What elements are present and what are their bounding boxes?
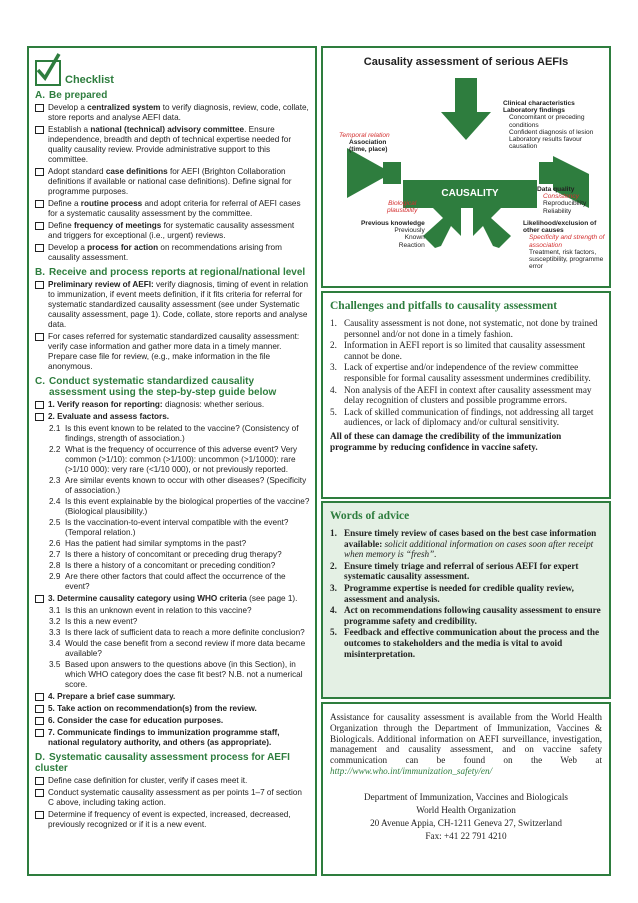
challenges-panel (321, 291, 611, 499)
item-text: Programme expertise is needed for credible quality review, assessment and analysis. (344, 582, 574, 604)
checklist-item-text (48, 692, 310, 702)
causality-box: CAUSALITY (403, 180, 537, 208)
label-likelihood: Likelihood/exclusion of other causes Specificity and strength of association Treatment, risk factors, susceptibility, programme error (523, 220, 605, 271)
checklist-item-text: Define case definition for cluster, verify if cases meet it. (48, 776, 248, 785)
checklist-item (35, 280, 310, 330)
checklist-title: Checklist (65, 74, 114, 86)
checklist-item (35, 103, 310, 123)
step-number: 1. (48, 400, 58, 409)
checklist-item-text (48, 716, 310, 726)
checklist-item-text: 1. Verify reason for reporting: diagnosis: whether serious. (48, 400, 265, 409)
arrow-left (347, 148, 401, 198)
challenges-list (330, 318, 602, 428)
checkbox[interactable] (35, 789, 44, 797)
checklist-item (35, 221, 310, 241)
sub-item (49, 550, 310, 560)
item-text: Causality assessment is not done, not systematic, not done by trained personnel and/or not done in a timely fashion. (344, 318, 598, 339)
italic-note: solicit additional information on cases soon after receipt when memory is “fresh”. (344, 538, 594, 560)
sub-item-number: 3.3 (49, 628, 61, 637)
label-clinical: Clinical characteristics Laboratory findings Concomitant or preceding conditions Confident diagnosis of lesion Laboratory results favour causation (503, 100, 594, 151)
sub-item-number: 2.7 (49, 550, 61, 559)
item-number: 4. (330, 384, 337, 395)
advice-item (330, 627, 602, 659)
sub-item (49, 518, 310, 538)
item-number: 3. (330, 362, 337, 373)
sub-item-text: Is there a history of concomitant or preceding drug therapy? (65, 550, 282, 559)
checklist-item-text: Develop a centralized system to verify diagnosis, review, code, collate, store reports and analyse AEFI data. (48, 103, 309, 122)
step-number: 4. (48, 692, 58, 701)
item-text: Non analysis of the AEFI in context after causality assessment may delay recognition of clusters and possible programme errors. (344, 384, 592, 406)
address-line: Department of Immunization, Vaccines and Biologicals (364, 791, 568, 802)
label-bio-plausibility: Biological plausibility (387, 200, 418, 215)
checklist-item-text: Develop a process for action on recommendations arising from causality assessment. (48, 243, 282, 262)
challenge-item (330, 385, 602, 406)
checkbox[interactable] (35, 104, 44, 112)
bold-term: case definitions (105, 167, 168, 176)
checklist-item (35, 788, 310, 808)
sub-item-number: 3.2 (49, 617, 61, 626)
arrow-top (441, 78, 491, 140)
sub-item (49, 445, 310, 475)
sub-item (49, 476, 310, 496)
address-line: World Health Organization (416, 804, 516, 815)
sub-item-text: Has the patient had similar symptoms in the past? (65, 539, 247, 548)
sub-item-number: 3.4 (49, 639, 61, 648)
sub-item-number: 2.6 (49, 539, 61, 548)
checkbox[interactable] (35, 126, 44, 134)
sub-item (49, 628, 310, 638)
label-association: Temporal relation Association (time, place) (339, 132, 390, 154)
bold-term: Verify reason for reporting: (57, 400, 163, 409)
checkbox[interactable] (35, 222, 44, 230)
bold-term: Take action on recommendation(s) from the review. (57, 704, 257, 713)
checklist-item-text: For cases referred for systematic standardized causality assessment: verify case information and gather more data in a timely manner. Prepare case file for review, (e.g., make information in the file anonymous. (48, 332, 300, 371)
sub-item-text: Are similar events known to occur with other diseases? (Specificity of association.) (65, 476, 307, 495)
sub-item-text: Is this event explainable by the biological properties of the vaccine? (Biological plausibility.) (65, 497, 310, 516)
section-b-heading: B. Receive and process reports at regional/national level (35, 267, 306, 278)
checklist-item (35, 594, 310, 604)
challenge-item (330, 362, 602, 383)
checklist-item (35, 243, 310, 263)
sub-item-text: What is the frequency of occurrence of this adverse event? Very common (>1/10): common (>1/100): uncommon (>1/1000): rare (>1/10 000): very rare (<1/10 000), or not previously reported. (65, 445, 298, 474)
address-block (330, 791, 602, 843)
sub-item (49, 424, 310, 444)
checkbox[interactable] (35, 401, 44, 409)
section-c-heading: C. Conduct systematic standardized causality assessment using the step-by-step guide below (35, 376, 277, 398)
bold-term: Communicate findings to immunization programme staff, national regulatory authority, and others (as appropriate). (48, 728, 280, 747)
advice-list (330, 528, 602, 659)
checklist-item (35, 692, 310, 702)
bold-term: frequency of meetings (73, 221, 162, 230)
item-text: Lack of skilled communication of findings, not addressing all target audiences, or lack of diplomacy and/or cultural sensitivity. (344, 406, 594, 428)
challenges-title: Challenges and pitfalls to causality assessment (330, 300, 558, 312)
address-line: 20 Avenue Appia, CH-1211 Geneva 27, Switzerland (370, 817, 562, 828)
checklist-item-text (48, 728, 310, 748)
sub-item (49, 497, 310, 517)
label-previous-knowledge: Previous knowledge Previously Known Reaction (361, 220, 425, 249)
bold-term: Prepare a brief case summary. (57, 692, 176, 701)
checklist-item (35, 167, 310, 197)
item-number: 5. (330, 627, 337, 638)
step-number: 5. (48, 704, 58, 713)
advice-panel (321, 501, 611, 699)
sub-item-text: Is this an unknown event in relation to this vaccine? (65, 606, 252, 615)
section-a-heading: A. Be prepared (35, 90, 108, 101)
checklist-item (35, 332, 310, 372)
who-link[interactable]: http://www.who.int/immunization_safety/en/ (330, 765, 493, 776)
checklist-item-text: Establish a national (technical) advisory committee. Ensure independence, breadth and depth of technical expertise needed for quality causality review. Provide administrative support to this committee. (48, 125, 292, 164)
item-number: 5. (330, 406, 337, 417)
bold-term: routine process (80, 199, 143, 208)
advice-item (330, 561, 602, 582)
checklist-item-text (48, 704, 310, 714)
sub-item-number: 2.2 (49, 445, 61, 454)
sub-item-text: Is this a new event? (65, 617, 138, 626)
checkbox[interactable] (35, 811, 44, 819)
assistance-text: Assistance for causality assessment is available from the World Health Organization through the Department of Immunization, Vaccines & Biologicals. Additional information on AEFI surveillance, investigation, management and causality assessment, and on vaccine safety communication can be found on the Web at http://www.who.int/immunization_safety/en/ (330, 712, 602, 776)
checklist-item (35, 125, 310, 165)
address-line: Fax: +41 22 791 4210 (425, 830, 507, 841)
diagram-title: Causality assessment of serious AEFIs (363, 56, 569, 68)
item-text: Ensure timely triage and referral of serious AEFI for expert systematic causality assessment. (344, 560, 579, 582)
challenge-item (330, 407, 602, 428)
bold-term: national (technical) advisory committee (90, 125, 245, 134)
sub-item (49, 639, 310, 659)
checkbox[interactable] (35, 729, 44, 737)
bold-term: Evaluate and assess factors. (57, 412, 170, 421)
checklist-item-text: Determine if frequency of event is expected, increased, decreased, previously recognized or if it is a new event. (48, 810, 291, 829)
checklist-item-text: Conduct systematic causality assessment as per points 1–7 of section C above, including taking action. (48, 788, 302, 807)
sub-item-text: Would the case benefit from a second review if more data became available? (65, 639, 306, 658)
sub-item (49, 539, 310, 549)
item-text: Feedback and effective communication about the process and the outcomes to stakeholders and the media is vital to avoid misinterpretation. (344, 627, 600, 659)
challenges-footer: All of these can damage the credibility of the immunization programme by reducing confidence in vaccine safety. (330, 430, 562, 452)
sub-item-number: 3.1 (49, 606, 61, 615)
checklist-item (35, 776, 310, 786)
item-number: 2. (330, 340, 337, 351)
advice-item (330, 583, 602, 604)
arrow-bottom-left (423, 208, 461, 248)
sub-item-text: Is there lack of sufficient data to reach a more definite conclusion? (65, 628, 305, 637)
challenge-item (330, 318, 602, 339)
sub-item-text: Is the vaccination-to-event interval compatible with the event? (Temporal relation.) (65, 518, 289, 537)
advice-title: Words of advice (330, 510, 410, 522)
section-d-heading: D. Systematic causality assessment process for AEFI cluster (35, 752, 290, 774)
checklist-header (35, 54, 310, 86)
checklist-item-text: Adopt standard case definitions for AEFI (Brighton Collaboration definitions if available or national case definitions). Define signal for programme purposes. (48, 167, 292, 196)
sub-item-text: Is there a history of a concomitant or preceding condition? (65, 561, 276, 570)
sub-item (49, 572, 310, 592)
item-text: Act on recommendations following causality assessment to ensure programme safety and credibility. (344, 605, 601, 626)
checklist-item (35, 810, 310, 830)
step-number: 7. (48, 728, 58, 737)
checkbox[interactable] (35, 705, 44, 713)
checkbox[interactable] (35, 200, 44, 208)
checkbox[interactable] (35, 281, 44, 289)
checklist-item (35, 704, 310, 714)
checkbox[interactable] (35, 244, 44, 252)
sub-item-text: Are there other factors that could affect the occurrence of the event? (65, 572, 286, 591)
step-number: 3. (48, 594, 58, 603)
sub-item-number: 2.1 (49, 424, 61, 433)
sub-item-text: Based upon answers to the questions above (in this Section), in which WHO category does the case fit best? N.B. not a numerical score. (65, 660, 303, 689)
advice-item (330, 528, 602, 560)
checkbox[interactable] (35, 717, 44, 725)
item-text: Information in AEFI report is so limited that causality assessment cannot be done. (344, 340, 586, 361)
sub-item-number: 2.5 (49, 518, 61, 527)
checklist-item-text: 3. Determine causality category using WHO criteria (see page 1). (48, 594, 298, 603)
sub-item-number: 2.8 (49, 561, 61, 570)
sub-item (49, 561, 310, 571)
item-text: Ensure timely review of cases based on the best case information available: solicit additional information on cases soon after receipt when memory is “fresh”. (344, 528, 597, 560)
step-number: 6. (48, 716, 58, 725)
label-data-quality: Data quality Consistency Reproducibility Reliability (537, 186, 587, 215)
step-number: 2. (48, 412, 58, 421)
sub-item (49, 617, 310, 627)
sub-item-number: 2.9 (49, 572, 61, 581)
checklist-item (35, 716, 310, 726)
checkbox[interactable] (35, 413, 44, 421)
checklist-panel (27, 46, 317, 876)
bold-term: process for action (87, 243, 159, 252)
bold-term: Consider the case for education purposes. (57, 716, 224, 725)
checklist-item-text: Preliminary review of AEFI: verify diagnosis, timing of event in relation to immunization, if event meets definition, if it fits criteria for referral for systematic standardized causality assessment (see under Systematic causality assessment, page 1). Code, collate, store reports and analyse data. (48, 280, 308, 329)
checklist-item (35, 400, 310, 410)
bold-term: Preliminary review of AEFI: (48, 280, 154, 289)
item-number: 1. (330, 528, 337, 538)
challenge-item (330, 340, 602, 361)
checkbox[interactable] (35, 168, 44, 176)
item-number: 2. (330, 560, 337, 571)
checklist-item-text: Define a routine process and adopt criteria for referral of AEFI cases for a systematic causality assessment by the committee. (48, 199, 301, 218)
checkbox[interactable] (35, 595, 44, 603)
checkbox[interactable] (35, 333, 44, 341)
checklist-item (35, 728, 310, 748)
checkbox[interactable] (35, 777, 44, 785)
checkbox-checked-icon (35, 60, 61, 86)
item-number: 3. (330, 582, 337, 593)
causality-diagram (321, 46, 611, 288)
checklist-item-text (48, 412, 310, 422)
checklist-item (35, 412, 310, 422)
sub-item-number: 2.4 (49, 497, 61, 506)
checkbox[interactable] (35, 693, 44, 701)
item-number: 1. (330, 318, 337, 328)
item-number: 4. (330, 605, 337, 616)
checklist-item (35, 199, 310, 219)
checklist-item-text: Define frequency of meetings for systematic causality assessment and triggers for exceptional (i.e., urgent) reviews. (48, 221, 295, 240)
sub-item-number: 2.3 (49, 476, 61, 485)
sub-item (49, 660, 310, 690)
bold-term: centralized system (87, 103, 161, 112)
sub-item-text: Is this event known to be related to the vaccine? (Consistency of findings, strength of association.) (65, 424, 299, 443)
bold-term: Determine causality category using WHO criteria (57, 594, 247, 603)
item-text: Lack of expertise and/or independence of the review committee responsible for formal causality assessment undermines credibility. (344, 362, 591, 383)
contact-panel (321, 702, 611, 876)
arrow-bottom-right (473, 208, 511, 248)
sub-item-number: 3.5 (49, 660, 61, 669)
advice-item (330, 605, 602, 626)
sub-item (49, 606, 310, 616)
